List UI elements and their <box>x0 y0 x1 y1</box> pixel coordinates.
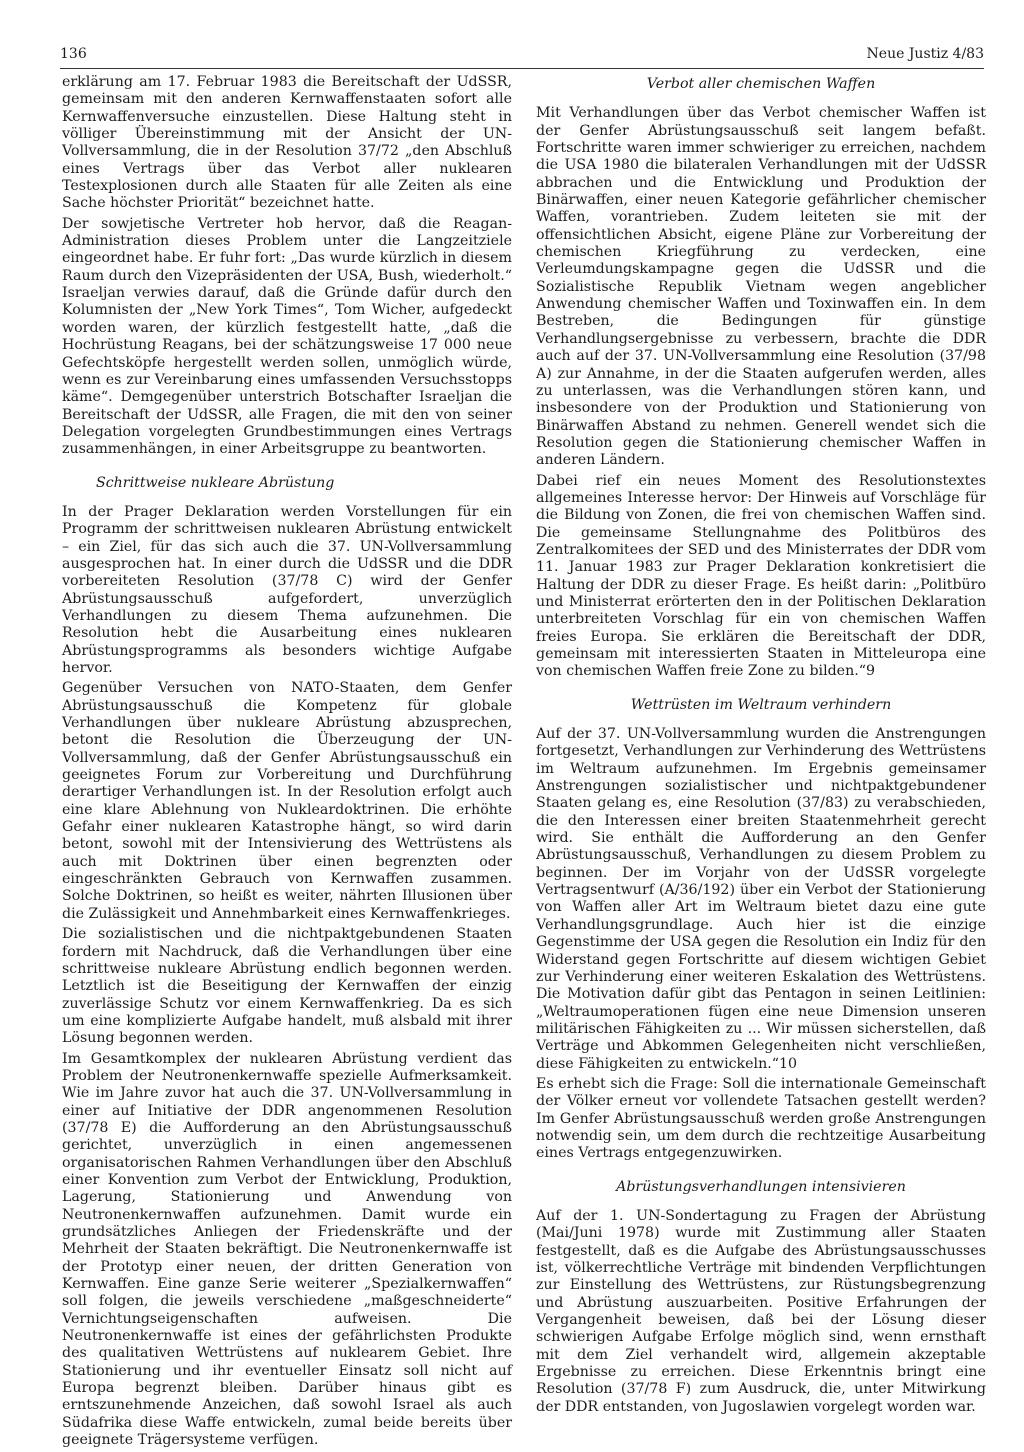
page-number: 136 <box>60 46 87 62</box>
paragraph: In der Prager Deklaration werden Vorstellungen für ein Programm der schrittweisen nuklearen Abrüstung entwickelt – ein Ziel, für das sich auch die 37. UN-Vollversammlung ausgesprochen hat. In einer durch die UdSSR und die DDR vorbereiteten Resolution (37/78 C) wird der Genfer Abrüstungsausschuß aufgefordert, unverzüglich Verhandlungen zu diesem Thema aufzunehmen. Die Resolution hebt die Ausarbeitung eines nuklearen Abrüstungsprogramms als besonders wichtige Aufgabe hervor. <box>62 503 512 676</box>
paragraph: Auf der 37. UN-Vollversammlung wurden die Anstrengungen fortgesetzt, Verhandlungen zur Verhinderung des Wettrüstens im Weltraum aufzunehmen. Im Ergebnis gemeinsamer Anstrengungen sozialistischer und nichtpaktgebundener Staaten gelang es, eine Resolution (37/83) zu verabschieden, die den Interessen einer breiten Staatenmehrheit gerecht wird. Sie enthält die Aufforderung an den Genfer Abrüstungsausschuß, Verhandlungen zu diesem Problem zu beginnen. Der im Vorjahr von der UdSSR vorgelegte Vertragsentwurf (A/36/192) über ein Verbot der Stationierung von Waffen aller Art im Weltraum bietet dazu eine gute Verhandlungsgrundlage. Auch hier ist die einzige Gegenstimme der USA gegen die Resolution ein Indiz für den Widerstand gegen Fortschritte auf diesem wichtigen Gebiet zur Verhinderung einer weiteren Eskalation des Wettrüstens. Die Motivation dafür gibt das Pentagon in seinen Leitlinien: „Weltraumoperationen fügen eine neue Dimension unseren militärischen Fähigkeiten zu ... Wir müssen sicherstellen, daß Verträge und Abkommen Gelegenheiten nicht verschließen, diese Fähigkeiten zu entwickeln.“10 <box>536 726 986 1072</box>
paragraph: Die sozialistischen und die nichtpaktgebundenen Staaten fordern mit Nachdruck, daß die Verhandlungen über eine schrittweise nukleare Abrüstung endlich begonnen werden. Letztlich ist die Beseitigung der Kernwaffen der einzig zuverlässige Schutz vor einem Kernwaffenkrieg. Da es sich um eine komplizierte Aufgabe handelt, muß alsbald mit ihrer Lösung begonnen werden. <box>62 926 512 1047</box>
left-column <box>62 74 512 1452</box>
paragraph: Es erhebt sich die Frage: Soll die internationale Gemeinschaft der Völker erneut vor vollendete Tatsachen gestellt werden? Im Genfer Abrüstungsausschuß werden große Anstrengungen notwendig sein, um dem durch die rechtzeitige Ausarbeitung eines Vertrags entgegenzuwirken. <box>536 1075 986 1162</box>
right-column <box>536 74 986 1419</box>
section-heading: Schrittweise nukleare Abrüstung <box>96 474 335 491</box>
paragraph: erklärung am 17. Februar 1983 die Bereitschaft der UdSSR, gemeinsam mit den anderen Kernwaffenstaaten sofort alle Kernwaffenversuche einzustellen. Diese Haltung steht in völliger Übereinstimmung mit der Ansicht der UN-Vollversammlung, die in der Resolution 37/72 „den Abschluß eines Vertrags über das Verbot aller nuklearen Testexplosionen durch alle Staaten für alle Zeiten als eine Sache höchster Priorität“ bezeichnet hatte. <box>62 74 512 212</box>
paragraph: Gegenüber Versuchen von NATO-Staaten, dem Genfer Abrüstungsausschuß die Kompetenz für globale Verhandlungen über nukleare Abrüstung abzusprechen, betont die Resolution die Überzeugung der UN-Vollversammlung, daß der Genfer Abrüstungsausschuß ein geeignetes Forum zur Vorbereitung und Durchführung derartiger Verhandlungen ist. In der Resolution erfolgt auch eine klare Ablehnung von Nukleardoktrinen. Die erhöhte Gefahr einer nuklearen Katastrophe hängt, so wird darin betont, sowohl mit der Intensivierung des Wettrüstens als auch mit Doktrinen über einen begrenzten oder eingeschränkten Gebrauch von Kernwaffen zusammen. Solche Doktrinen, so heißt es weiter, nährten Illusionen über die Zulässigkeit und Annehmbarkeit eines Kernwaffenkrieges. <box>62 680 512 922</box>
section-heading: Verbot aller chemischen Waffen <box>646 76 876 92</box>
paragraph: Dabei rief ein neues Moment des Resolutionstextes allgemeines Interesse hervor: Der Hinweis auf Vorschläge für die Bildung von Zonen, die frei von chemischen Waffen sind. Die gemeinsame Stellungnahme des Politbüros des Zentralkomitees der SED und des Ministerrates der DDR vom 11. Januar 1983 zur Prager Deklaration konkretisiert die Haltung der DDR zu dieser Frage. Es heißt darin: „Politbüro und Ministerrat erörterten den in der Politischen Deklaration unterbreiteten Vorschlag für ein von chemischen Waffen freies Europa. Sie erklären die Bereitschaft der DDR, gemeinsam mit interessierten Staaten in Mitteleuropa eine von chemischen Waffen freie Zone zu bilden.“9 <box>536 472 986 680</box>
journal-title: Neue Justiz 4/83 <box>866 46 984 62</box>
paragraph: Der sowjetische Vertreter hob hervor, daß die Reagan-Administration dieses Problem unter die Langzeitziele eingeordnet habe. Er fuhr fort: „Das wurde kürzlich in diesem Raum durch den Vizepräsidenten der USA, Bush, wiederholt.“ Israeljan verwies darauf, daß die Gründe dafür durch den Kolumnisten der „New York Times“, Tom Wicher, aufgedeckt worden waren, der kürzlich festgestellt hatte, „daß die Hochrüstung Reagans, bei der schätzungsweise 17 000 neue Gefechtsköpfe hergestellt werden sollen, unmöglich würde, wenn es zur Vereinbarung eines umfassenden Versuchsstopps käme“. Demgegenüber unterstrich Botschafter Israeljan die Bereitschaft der UdSSR, alle Fragen, die mit den von seiner Delegation vorgelegten Grundbestimmungen eines Vertrags zusammenhängen, in einer Arbeitsgruppe zu beantworten. <box>62 215 512 458</box>
paragraph: Mit Verhandlungen über das Verbot chemischer Waffen ist der Genfer Abrüstungsausschuß seit langem befaßt. Fortschritte waren immer schwieriger zu erreichen, nachdem die USA 1980 die bilateralen Verhandlungen mit der UdSSR abbrachen und die Entwicklung und Produktion der Binärwaffen, einer neuen Kategorie gefährlicher chemischer Waffen, vorantrieben. Zudem leiteten sie mit der offensichtlichen Absicht, eigene Pläne zur Vorbereitung der chemischen Kriegführung zu verdecken, eine Verleumdungskampagne gegen die UdSSR und die Sozialistische Republik Vietnam wegen angeblicher Anwendung chemischer Waffen und Toxinwaffen ein. In dem Bestreben, die Bedingungen für günstige Verhandlungsergebnisse zu verbessern, brachte die DDR auch auf der 37. UN-Vollversammlung eine Resolution (37/98 A) zur Annahme, in der die Staaten aufgerufen werden, alles zu unterlassen, was die Verhandlungen stören kann, und insbesondere von der Produktion und Stationierung von Binärwaffen Abstand zu nehmen. Generell wendet sich die Resolution gegen die Stationierung chemischer Waffen in anderen Ländern. <box>536 105 986 469</box>
paragraph: Im Gesamtkomplex der nuklearen Abrüstung verdient das Problem der Neutronenkernwaffe spezielle Aufmerksamkeit. Wie im Jahre zuvor hat auch die 37. UN-Vollversammlung in einer auf Initiative der DDR angenommenen Resolution (37/78 E) die Aufforderung an den Abrüstungsausschuß gerichtet, unverzüglich in einen angemessenen organisatorischen Rahmen Verhandlungen über den Abschluß einer Konvention zum Verbot der Entwicklung, Produktion, Lagerung, Stationierung und Anwendung von Neutronenkernwaffen aufzunehmen. Damit wurde ein grundsätzliches Anliegen der Friedenskräfte und der Mehrheit der Staaten bekräftigt. Die Neutronenkernwaffe ist der Prototyp einer neuen, der dritten Generation von Kernwaffen. Eine ganze Serie weiterer „Spezialkernwaffen“ soll folgen, die jeweils verschiedene „maßgeschneiderte“ Vernichtungseigenschaften aufweisen. Die Neutronenkernwaffe ist eines der gefährlichsten Produkte des qualitativen Wettrüstens auf nuklearem Gebiet. Ihre Stationierung und ihr eventueller Einsatz soll nicht auf Europa begrenzt bleiben. Darüber hinaus gibt es erntszunehmende Anzeichen, daß sowohl Israel als auch Südafrika diese Waffe entwickeln, zumal beide bereits über geeignete Trägersysteme verfügen. <box>62 1050 512 1449</box>
paragraph: Auf der 1. UN-Sondertagung zu Fragen der Abrüstung (Mai/Juni 1978) wurde mit Zustimmung aller Staaten festgestellt, daß es die Aufgabe des Abrüstungsausschusses ist, völkerrechtliche Verträge mit bindenden Verpflichtungen zur Einstellung des Wettrüstens, zur Rüstungsbegrenzung und Abrüstung auszuarbeiten. Positive Erfahrungen der Vergangenheit beweisen, daß bei der Lösung dieser schwierigen Aufgabe Erfolge möglich sind, wenn ernsthaft mit dem Ziel verhandelt wird, allgemein akzeptable Ergebnisse zu erreichen. Diese Erkenntnis bringt eine Resolution (37/78 F) zum Ausdruck, die, unter Mitwirkung der DDR entstanden, von Jugoslawien vorgelegt worden war. <box>536 1207 986 1415</box>
section-heading: Wettrüsten im Weltraum verhindern <box>630 696 892 713</box>
page-header <box>60 44 984 69</box>
section-heading: Abrüstungsverhandlungen intensivieren <box>616 1178 906 1195</box>
